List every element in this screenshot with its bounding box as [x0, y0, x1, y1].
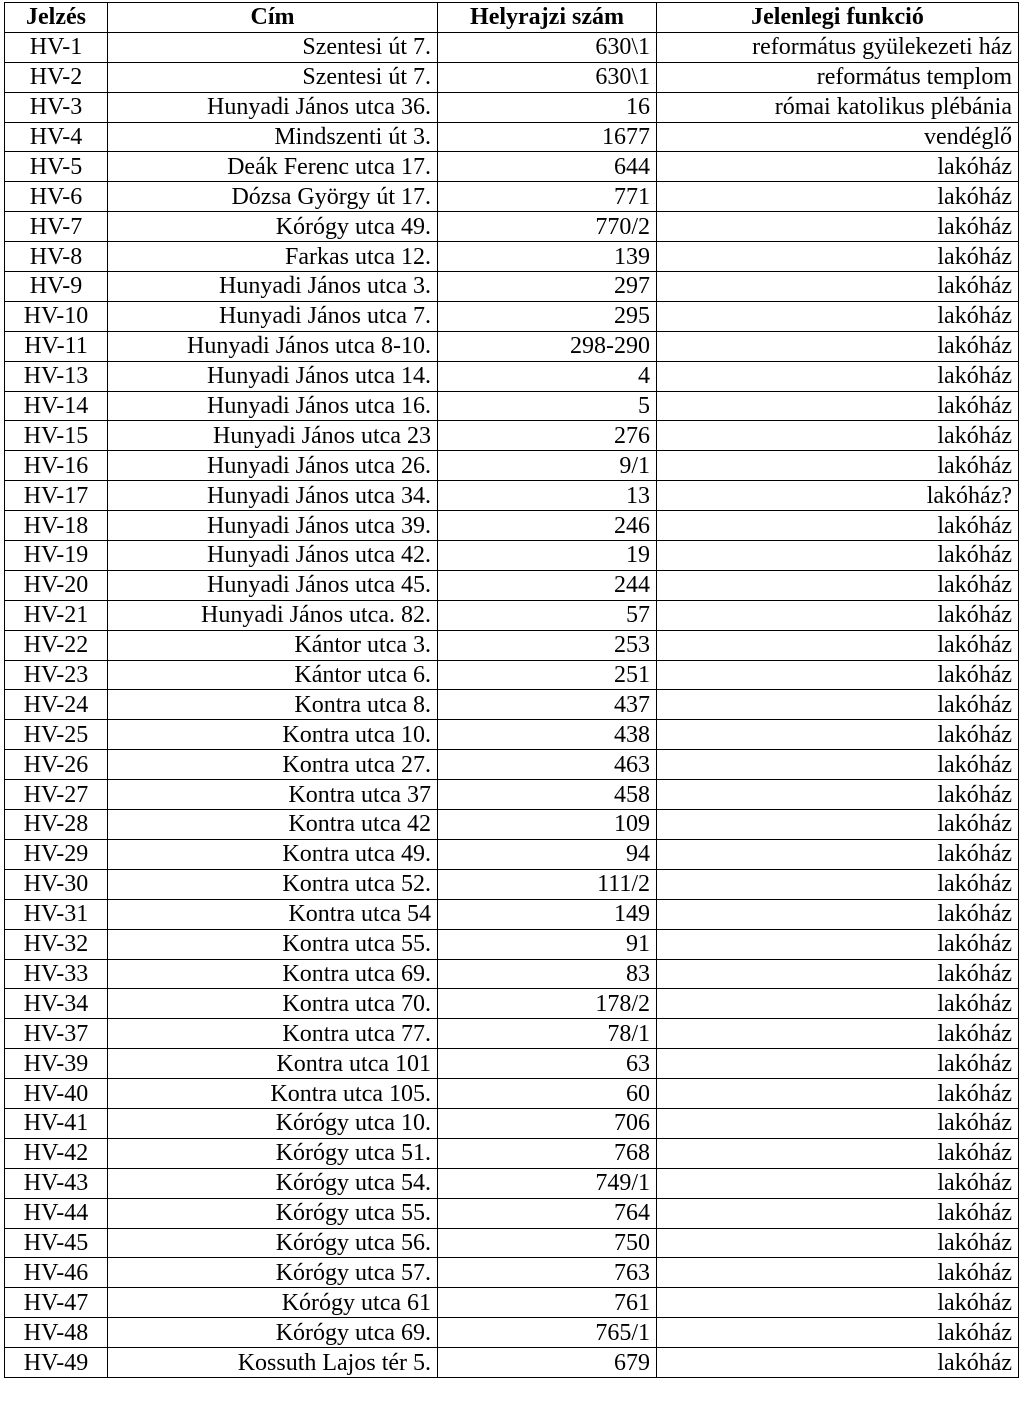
- parcel-cell: 19: [438, 541, 657, 571]
- address-cell: Kórógy utca 49.: [108, 212, 438, 242]
- table-row: [5, 1228, 1019, 1258]
- table-row: [5, 361, 1019, 391]
- table-row: [5, 92, 1019, 122]
- table-row: [5, 600, 1019, 630]
- function-cell: lakóház: [657, 421, 1019, 451]
- table-body: [5, 32, 1019, 1377]
- parcel-cell: 1677: [438, 122, 657, 152]
- code-cell: HV-9: [5, 272, 108, 302]
- code-cell: HV-18: [5, 511, 108, 541]
- function-cell: lakóház: [657, 1258, 1019, 1288]
- address-cell: Kontra utca 37: [108, 780, 438, 810]
- parcel-cell: 630\1: [438, 62, 657, 92]
- function-cell: lakóház: [657, 272, 1019, 302]
- code-cell: HV-41: [5, 1108, 108, 1138]
- address-cell: Kórógy utca 10.: [108, 1108, 438, 1138]
- function-cell: lakóház: [657, 391, 1019, 421]
- code-cell: HV-49: [5, 1348, 108, 1378]
- parcel-cell: 251: [438, 660, 657, 690]
- table-row: [5, 570, 1019, 600]
- code-cell: HV-29: [5, 839, 108, 869]
- function-cell: lakóház: [657, 1108, 1019, 1138]
- parcel-cell: 770/2: [438, 212, 657, 242]
- parcel-cell: 63: [438, 1049, 657, 1079]
- table-row: [5, 989, 1019, 1019]
- table-row: [5, 391, 1019, 421]
- parcel-cell: 458: [438, 780, 657, 810]
- parcel-cell: 764: [438, 1198, 657, 1228]
- function-cell: lakóház: [657, 361, 1019, 391]
- address-cell: Hunyadi János utca 39.: [108, 511, 438, 541]
- address-cell: Hunyadi János utca 36.: [108, 92, 438, 122]
- address-cell: Kontra utca 49.: [108, 839, 438, 869]
- code-cell: HV-28: [5, 810, 108, 840]
- table-row: [5, 1079, 1019, 1109]
- code-cell: HV-17: [5, 481, 108, 511]
- function-cell: lakóház: [657, 630, 1019, 660]
- table-row: [5, 750, 1019, 780]
- code-cell: HV-8: [5, 242, 108, 272]
- parcel-cell: 276: [438, 421, 657, 451]
- code-cell: HV-47: [5, 1288, 108, 1318]
- address-cell: Kórógy utca 56.: [108, 1228, 438, 1258]
- parcel-cell: 253: [438, 630, 657, 660]
- header-code: Jelzés: [5, 3, 108, 33]
- code-cell: HV-5: [5, 152, 108, 182]
- header-address: Cím: [108, 3, 438, 33]
- address-cell: Hunyadi János utca 16.: [108, 391, 438, 421]
- code-cell: HV-39: [5, 1049, 108, 1079]
- address-cell: Kántor utca 3.: [108, 630, 438, 660]
- table-row: [5, 839, 1019, 869]
- function-cell: vendéglő: [657, 122, 1019, 152]
- table-row: [5, 1138, 1019, 1168]
- table-row: [5, 959, 1019, 989]
- table-row: [5, 481, 1019, 511]
- parcel-cell: 706: [438, 1108, 657, 1138]
- header-current-function: Jelenlegi funkció: [657, 3, 1019, 33]
- code-cell: HV-16: [5, 451, 108, 481]
- parcel-cell: 94: [438, 839, 657, 869]
- parcel-cell: 246: [438, 511, 657, 541]
- table-row: [5, 182, 1019, 212]
- table-row: [5, 720, 1019, 750]
- address-cell: Hunyadi János utca 26.: [108, 451, 438, 481]
- address-cell: Szentesi út 7.: [108, 62, 438, 92]
- address-cell: Hunyadi János utca 3.: [108, 272, 438, 302]
- parcel-cell: 244: [438, 570, 657, 600]
- parcel-cell: 768: [438, 1138, 657, 1168]
- table-row: [5, 62, 1019, 92]
- parcel-cell: 178/2: [438, 989, 657, 1019]
- function-cell: lakóház: [657, 1228, 1019, 1258]
- code-cell: HV-26: [5, 750, 108, 780]
- code-cell: HV-37: [5, 1019, 108, 1049]
- code-cell: HV-43: [5, 1168, 108, 1198]
- table-row: [5, 929, 1019, 959]
- code-cell: HV-40: [5, 1079, 108, 1109]
- address-cell: Hunyadi János utca 34.: [108, 481, 438, 511]
- address-cell: Kórógy utca 51.: [108, 1138, 438, 1168]
- address-cell: Kórógy utca 57.: [108, 1258, 438, 1288]
- address-cell: Kontra utca 77.: [108, 1019, 438, 1049]
- code-cell: HV-19: [5, 541, 108, 571]
- function-cell: római katolikus plébánia: [657, 92, 1019, 122]
- table-row: [5, 1108, 1019, 1138]
- code-cell: HV-10: [5, 301, 108, 331]
- code-cell: HV-6: [5, 182, 108, 212]
- address-cell: Hunyadi János utca 42.: [108, 541, 438, 571]
- address-cell: Kontra utca 10.: [108, 720, 438, 750]
- table-row: [5, 511, 1019, 541]
- function-cell: lakóház: [657, 1049, 1019, 1079]
- function-cell: református templom: [657, 62, 1019, 92]
- parcel-cell: 630\1: [438, 32, 657, 62]
- function-cell: lakóház: [657, 780, 1019, 810]
- function-cell: lakóház: [657, 1348, 1019, 1378]
- function-cell: lakóház: [657, 301, 1019, 331]
- table-row: [5, 1288, 1019, 1318]
- table-row: [5, 272, 1019, 302]
- code-cell: HV-31: [5, 899, 108, 929]
- address-cell: Kontra utca 105.: [108, 1079, 438, 1109]
- header-row: [5, 3, 1019, 33]
- function-cell: lakóház: [657, 899, 1019, 929]
- parcel-cell: 771: [438, 182, 657, 212]
- function-cell: lakóház: [657, 1019, 1019, 1049]
- table-row: [5, 212, 1019, 242]
- table-row: [5, 1258, 1019, 1288]
- table-row: [5, 152, 1019, 182]
- table-row: [5, 810, 1019, 840]
- function-cell: lakóház: [657, 541, 1019, 571]
- address-cell: Kontra utca 27.: [108, 750, 438, 780]
- parcel-cell: 644: [438, 152, 657, 182]
- parcel-cell: 749/1: [438, 1168, 657, 1198]
- function-cell: lakóház?: [657, 481, 1019, 511]
- address-cell: Szentesi út 7.: [108, 32, 438, 62]
- code-cell: HV-45: [5, 1228, 108, 1258]
- code-cell: HV-22: [5, 630, 108, 660]
- code-cell: HV-46: [5, 1258, 108, 1288]
- address-cell: Kossuth Lajos tér 5.: [108, 1348, 438, 1378]
- address-cell: Kórógy utca 54.: [108, 1168, 438, 1198]
- table-row: [5, 122, 1019, 152]
- address-cell: Hunyadi János utca 45.: [108, 570, 438, 600]
- table-row: [5, 869, 1019, 899]
- address-cell: Hunyadi János utca 14.: [108, 361, 438, 391]
- table-row: [5, 1348, 1019, 1378]
- code-cell: HV-33: [5, 959, 108, 989]
- function-cell: lakóház: [657, 152, 1019, 182]
- function-cell: lakóház: [657, 1318, 1019, 1348]
- code-cell: HV-1: [5, 32, 108, 62]
- parcel-cell: 297: [438, 272, 657, 302]
- function-cell: lakóház: [657, 1168, 1019, 1198]
- address-cell: Farkas utca 12.: [108, 242, 438, 272]
- parcel-cell: 149: [438, 899, 657, 929]
- table-row: [5, 421, 1019, 451]
- function-cell: lakóház: [657, 600, 1019, 630]
- code-cell: HV-7: [5, 212, 108, 242]
- table-header: [5, 3, 1019, 33]
- parcel-cell: 761: [438, 1288, 657, 1318]
- table-row: [5, 32, 1019, 62]
- code-cell: HV-27: [5, 780, 108, 810]
- function-cell: lakóház: [657, 570, 1019, 600]
- function-cell: lakóház: [657, 929, 1019, 959]
- code-cell: HV-30: [5, 869, 108, 899]
- address-cell: Kórógy utca 69.: [108, 1318, 438, 1348]
- table-row: [5, 780, 1019, 810]
- code-cell: HV-48: [5, 1318, 108, 1348]
- parcel-cell: 139: [438, 242, 657, 272]
- parcel-cell: 437: [438, 690, 657, 720]
- function-cell: lakóház: [657, 690, 1019, 720]
- address-cell: Kántor utca 6.: [108, 660, 438, 690]
- table-row: [5, 1168, 1019, 1198]
- parcel-cell: 78/1: [438, 1019, 657, 1049]
- address-cell: Hunyadi János utca 7.: [108, 301, 438, 331]
- table-row: [5, 541, 1019, 571]
- parcel-cell: 438: [438, 720, 657, 750]
- parcel-cell: 765/1: [438, 1318, 657, 1348]
- code-cell: HV-20: [5, 570, 108, 600]
- table-row: [5, 1198, 1019, 1228]
- table-row: [5, 451, 1019, 481]
- monument-registry-table: [4, 2, 1019, 1378]
- table-row: [5, 660, 1019, 690]
- parcel-cell: 16: [438, 92, 657, 122]
- function-cell: lakóház: [657, 1079, 1019, 1109]
- table-row: [5, 301, 1019, 331]
- address-cell: Kontra utca 55.: [108, 929, 438, 959]
- table-row: [5, 331, 1019, 361]
- table-row: [5, 242, 1019, 272]
- table-row: [5, 899, 1019, 929]
- code-cell: HV-44: [5, 1198, 108, 1228]
- parcel-cell: 298-290: [438, 331, 657, 361]
- address-cell: Mindszenti út 3.: [108, 122, 438, 152]
- function-cell: lakóház: [657, 989, 1019, 1019]
- parcel-cell: 4: [438, 361, 657, 391]
- code-cell: HV-23: [5, 660, 108, 690]
- function-cell: lakóház: [657, 242, 1019, 272]
- code-cell: HV-24: [5, 690, 108, 720]
- table-row: [5, 1019, 1019, 1049]
- function-cell: lakóház: [657, 1138, 1019, 1168]
- parcel-cell: 111/2: [438, 869, 657, 899]
- function-cell: lakóház: [657, 511, 1019, 541]
- address-cell: Kórógy utca 61: [108, 1288, 438, 1318]
- address-cell: Kontra utca 69.: [108, 959, 438, 989]
- address-cell: Kontra utca 8.: [108, 690, 438, 720]
- function-cell: lakóház: [657, 959, 1019, 989]
- function-cell: lakóház: [657, 839, 1019, 869]
- code-cell: HV-2: [5, 62, 108, 92]
- function-cell: református gyülekezeti ház: [657, 32, 1019, 62]
- code-cell: HV-34: [5, 989, 108, 1019]
- table-row: [5, 1318, 1019, 1348]
- function-cell: lakóház: [657, 451, 1019, 481]
- parcel-cell: 9/1: [438, 451, 657, 481]
- address-cell: Kórógy utca 55.: [108, 1198, 438, 1228]
- parcel-cell: 295: [438, 301, 657, 331]
- code-cell: HV-15: [5, 421, 108, 451]
- parcel-cell: 679: [438, 1348, 657, 1378]
- parcel-cell: 763: [438, 1258, 657, 1288]
- parcel-cell: 60: [438, 1079, 657, 1109]
- function-cell: lakóház: [657, 331, 1019, 361]
- parcel-cell: 83: [438, 959, 657, 989]
- code-cell: HV-13: [5, 361, 108, 391]
- header-parcel-number: Helyrajzi szám: [438, 3, 657, 33]
- function-cell: lakóház: [657, 1198, 1019, 1228]
- address-cell: Hunyadi János utca. 82.: [108, 600, 438, 630]
- parcel-cell: 109: [438, 810, 657, 840]
- code-cell: HV-25: [5, 720, 108, 750]
- address-cell: Kontra utca 52.: [108, 869, 438, 899]
- parcel-cell: 13: [438, 481, 657, 511]
- address-cell: Kontra utca 42: [108, 810, 438, 840]
- address-cell: Dózsa György út 17.: [108, 182, 438, 212]
- code-cell: HV-14: [5, 391, 108, 421]
- function-cell: lakóház: [657, 660, 1019, 690]
- parcel-cell: 5: [438, 391, 657, 421]
- parcel-cell: 750: [438, 1228, 657, 1258]
- parcel-cell: 57: [438, 600, 657, 630]
- address-cell: Kontra utca 54: [108, 899, 438, 929]
- address-cell: Deák Ferenc utca 17.: [108, 152, 438, 182]
- code-cell: HV-21: [5, 600, 108, 630]
- parcel-cell: 463: [438, 750, 657, 780]
- code-cell: HV-42: [5, 1138, 108, 1168]
- address-cell: Kontra utca 70.: [108, 989, 438, 1019]
- function-cell: lakóház: [657, 212, 1019, 242]
- table-row: [5, 1049, 1019, 1079]
- address-cell: Hunyadi János utca 23: [108, 421, 438, 451]
- function-cell: lakóház: [657, 720, 1019, 750]
- table-row: [5, 630, 1019, 660]
- table-row: [5, 690, 1019, 720]
- function-cell: lakóház: [657, 182, 1019, 212]
- address-cell: Hunyadi János utca 8-10.: [108, 331, 438, 361]
- code-cell: HV-4: [5, 122, 108, 152]
- function-cell: lakóház: [657, 750, 1019, 780]
- function-cell: lakóház: [657, 810, 1019, 840]
- code-cell: HV-11: [5, 331, 108, 361]
- parcel-cell: 91: [438, 929, 657, 959]
- code-cell: HV-3: [5, 92, 108, 122]
- code-cell: HV-32: [5, 929, 108, 959]
- function-cell: lakóház: [657, 869, 1019, 899]
- address-cell: Kontra utca 101: [108, 1049, 438, 1079]
- function-cell: lakóház: [657, 1288, 1019, 1318]
